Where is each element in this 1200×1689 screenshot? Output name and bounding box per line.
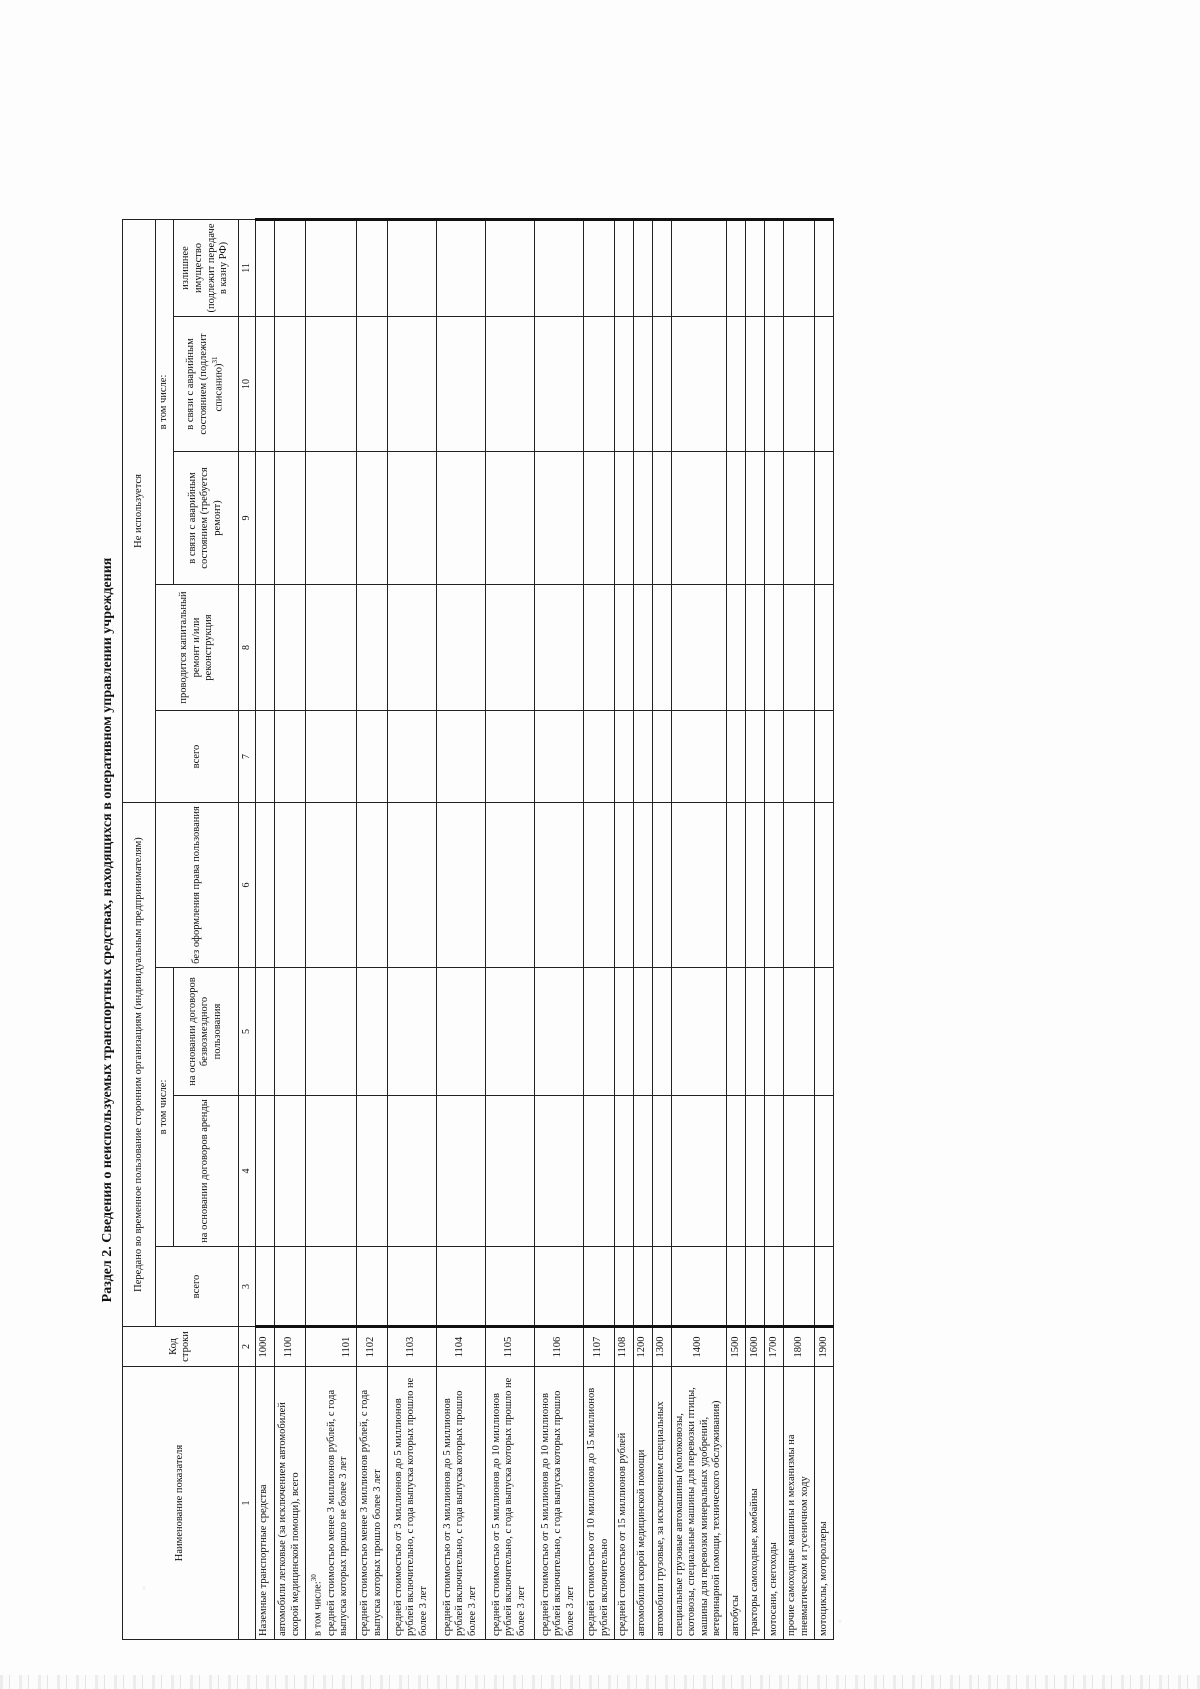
value-cell[interactable]: [305, 711, 356, 803]
value-cell[interactable]: [274, 803, 305, 968]
value-cell[interactable]: [764, 219, 783, 316]
value-cell[interactable]: [652, 219, 671, 316]
row-name: [633, 1367, 652, 1640]
value-cell[interactable]: [485, 1096, 534, 1247]
row-name: [534, 1367, 583, 1640]
row-name: [745, 1367, 764, 1640]
value-cell[interactable]: [764, 452, 783, 585]
value-cell[interactable]: [783, 803, 814, 968]
value-cell[interactable]: [387, 968, 436, 1096]
unused-vehicles-table: [122, 218, 834, 1640]
value-cell[interactable]: [436, 803, 485, 968]
header-total-transferred: всего: [156, 1247, 239, 1327]
value-cell[interactable]: [814, 711, 833, 803]
header-row-1: [123, 219, 156, 1639]
value-cell[interactable]: [356, 317, 387, 452]
header-not-used: Не используется: [123, 219, 156, 802]
value-cell[interactable]: [764, 803, 783, 968]
row-label: мотосани, снегоходы: [767, 1542, 779, 1636]
value-cell[interactable]: [436, 452, 485, 585]
row-code: 1107: [583, 1327, 614, 1367]
value-cell[interactable]: [764, 968, 783, 1096]
value-cell[interactable]: [652, 1247, 671, 1327]
table-row: [652, 219, 671, 1639]
value-cell[interactable]: [783, 968, 814, 1096]
value-cell[interactable]: [534, 803, 583, 968]
value-cell[interactable]: [783, 1247, 814, 1327]
value-cell[interactable]: [583, 1247, 614, 1327]
value-cell[interactable]: [485, 968, 534, 1096]
value-cell[interactable]: [356, 219, 387, 316]
value-cell[interactable]: [534, 1247, 583, 1327]
header-surplus: излишнее имущество (подлежит передаче в казну РФ): [173, 219, 238, 316]
value-cell[interactable]: [387, 1247, 436, 1327]
footnote-30: 30: [310, 1574, 319, 1582]
value-cell[interactable]: [583, 711, 614, 803]
value-cell[interactable]: [783, 585, 814, 711]
value-cell[interactable]: [726, 219, 745, 316]
row-label: тракторы самоходные, комбайны: [748, 1488, 760, 1636]
value-cell[interactable]: [671, 711, 726, 803]
value-cell[interactable]: [436, 1247, 485, 1327]
value-cell[interactable]: [583, 968, 614, 1096]
column-number-row: [238, 219, 255, 1639]
value-cell[interactable]: [387, 711, 436, 803]
value-cell[interactable]: [745, 1096, 764, 1247]
value-cell[interactable]: [633, 317, 652, 452]
table-row: [305, 219, 356, 1639]
value-cell[interactable]: [534, 968, 583, 1096]
value-cell[interactable]: [726, 1247, 745, 1327]
row-name: [652, 1367, 671, 1640]
value-cell[interactable]: [485, 452, 534, 585]
row-prefix: в том числе:: [312, 1581, 324, 1636]
value-cell[interactable]: [671, 968, 726, 1096]
value-cell[interactable]: [652, 1096, 671, 1247]
row-code: 1900: [814, 1327, 833, 1367]
value-cell[interactable]: [274, 968, 305, 1096]
col-number: 3: [238, 1247, 255, 1327]
value-cell[interactable]: [274, 317, 305, 452]
value-cell[interactable]: [764, 1096, 783, 1247]
value-cell[interactable]: [726, 452, 745, 585]
row-label: средней стоимостью от 15 миллионов рублей: [617, 1432, 629, 1636]
row-code: 1200: [633, 1327, 652, 1367]
value-cell[interactable]: [356, 452, 387, 585]
row-name: [783, 1367, 814, 1640]
value-cell[interactable]: [305, 1096, 356, 1247]
value-cell[interactable]: [726, 711, 745, 803]
row-code: 1102: [356, 1327, 387, 1367]
value-cell[interactable]: [583, 452, 614, 585]
value-cell[interactable]: [814, 968, 833, 1096]
value-cell[interactable]: [485, 1247, 534, 1327]
header-accident-writeoff-text: в связи с аварийным состоянием (подлежит списанию): [185, 333, 225, 435]
row-label: автобусы: [729, 1595, 741, 1636]
value-cell[interactable]: [633, 1247, 652, 1327]
value-cell[interactable]: [633, 1096, 652, 1247]
value-cell[interactable]: [745, 219, 764, 316]
row-label: Наземные транспортные средства: [258, 1484, 270, 1636]
value-cell[interactable]: [745, 968, 764, 1096]
value-cell[interactable]: [614, 452, 633, 585]
col-number: 8: [238, 585, 255, 711]
value-cell[interactable]: [764, 317, 783, 452]
table-row: [783, 219, 814, 1639]
scan-noise-strip: [0, 1675, 1200, 1689]
value-cell[interactable]: [356, 1247, 387, 1327]
value-cell[interactable]: [614, 803, 633, 968]
value-cell[interactable]: [305, 317, 356, 452]
value-cell[interactable]: [255, 1247, 274, 1327]
value-cell[interactable]: [274, 219, 305, 316]
col-number: 4: [238, 1096, 255, 1247]
col-number: 7: [238, 711, 255, 803]
value-cell[interactable]: [671, 803, 726, 968]
header-accident-repair: в связи с аварийным состоянием (требуется ремонт): [173, 452, 238, 585]
value-cell[interactable]: [255, 317, 274, 452]
row-label: мотоциклы, мотороллеры: [817, 1521, 829, 1636]
value-cell[interactable]: [652, 968, 671, 1096]
value-cell[interactable]: [814, 452, 833, 585]
row-label: специальные грузовые автомашины (молоковозы, скотовозы, специальные машины для перевозки птицы, машины для перевозки минеральных удобрений, ветеринарной помощи, технического обслуживания): [673, 1387, 723, 1636]
value-cell[interactable]: [745, 317, 764, 452]
value-cell[interactable]: [305, 968, 356, 1096]
row-name: [764, 1367, 783, 1640]
value-cell[interactable]: [671, 1096, 726, 1247]
table-row: [485, 219, 534, 1639]
value-cell[interactable]: [633, 968, 652, 1096]
row-code: 1106: [534, 1327, 583, 1367]
table-row: [814, 219, 833, 1639]
value-cell[interactable]: [814, 219, 833, 316]
row-name: [255, 1367, 274, 1640]
value-cell[interactable]: [726, 585, 745, 711]
row-label: автомобили грузовые, за исключением специальных: [655, 1401, 667, 1636]
value-cell[interactable]: [614, 1096, 633, 1247]
row-label: средней стоимостью менее 3 миллионов рублей, с года выпуска которых прошло более 3 лет: [359, 1389, 383, 1636]
header-accident-writeoff: [173, 317, 238, 452]
row-label: автомобили легковые (за исключением автомобилей скорой медицинской помощи), всего: [277, 1402, 301, 1636]
row-code: 1600: [745, 1327, 764, 1367]
value-cell[interactable]: [305, 585, 356, 711]
value-cell[interactable]: [726, 317, 745, 452]
row-code: 1700: [764, 1327, 783, 1367]
header-name: Наименование показателя: [123, 1367, 239, 1640]
value-cell[interactable]: [255, 585, 274, 711]
table-row: [436, 219, 485, 1639]
row-label: автомобили скорой медицинской помощи: [636, 1449, 648, 1636]
row-code: 1104: [436, 1327, 485, 1367]
col-number: 9: [238, 452, 255, 585]
header-no-right: без оформления права пользования: [156, 803, 239, 968]
value-cell[interactable]: [274, 1247, 305, 1327]
row-name: [356, 1367, 387, 1640]
value-cell[interactable]: [783, 317, 814, 452]
row-name: [583, 1367, 614, 1640]
value-cell[interactable]: [356, 585, 387, 711]
value-cell[interactable]: [305, 803, 356, 968]
value-cell[interactable]: [583, 317, 614, 452]
value-cell[interactable]: [274, 452, 305, 585]
value-cell[interactable]: [614, 968, 633, 1096]
section-title: Раздел 2. Сведения о неиспользуемых транспортных средствах, находящихся в оперативном управлении учреждения: [100, 557, 115, 1303]
value-cell[interactable]: [583, 585, 614, 711]
value-cell[interactable]: [745, 711, 764, 803]
value-cell[interactable]: [255, 452, 274, 585]
value-cell[interactable]: [814, 1096, 833, 1247]
row-name: [614, 1367, 633, 1640]
value-cell[interactable]: [633, 585, 652, 711]
table-row: [583, 219, 614, 1639]
value-cell[interactable]: [764, 1247, 783, 1327]
value-cell[interactable]: [671, 452, 726, 585]
value-cell[interactable]: [671, 1247, 726, 1327]
row-label: средней стоимостью от 5 миллионов до 10 миллионов рублей включительно, с года выпуска которых прошло более 3 лет: [539, 1390, 576, 1636]
value-cell[interactable]: [671, 585, 726, 711]
row-label: средней стоимостью от 3 миллионов до 5 миллионов рублей включительно, с года выпуска которых прошло не более 3 лет: [392, 1377, 429, 1636]
value-cell[interactable]: [671, 219, 726, 316]
row-code: 1108: [614, 1327, 633, 1367]
table-row: [633, 219, 652, 1639]
value-cell[interactable]: [255, 219, 274, 316]
row-code: 1000: [255, 1327, 274, 1367]
value-cell[interactable]: [614, 317, 633, 452]
header-incl-transferred: в том числе:: [156, 968, 174, 1247]
row-label: средней стоимостью менее 3 миллионов рублей, с года выпуска которых прошло не более 3 лет: [325, 1389, 350, 1636]
value-cell[interactable]: [436, 317, 485, 452]
value-cell[interactable]: [255, 1096, 274, 1247]
table-row: [274, 219, 305, 1639]
row-name: [814, 1367, 833, 1640]
table-row: [255, 219, 274, 1639]
table-row: [671, 219, 726, 1639]
value-cell[interactable]: [652, 803, 671, 968]
value-cell[interactable]: [745, 803, 764, 968]
row-label: средней стоимостью от 3 миллионов до 5 миллионов рублей включительно, с года выпуска которых прошло более 3 лет: [441, 1390, 478, 1636]
value-cell[interactable]: [305, 1247, 356, 1327]
table-row: [764, 219, 783, 1639]
value-cell[interactable]: [633, 803, 652, 968]
row-code: 1100: [274, 1327, 305, 1367]
value-cell[interactable]: [783, 711, 814, 803]
value-cell[interactable]: [652, 585, 671, 711]
value-cell[interactable]: [305, 219, 356, 316]
value-cell[interactable]: [436, 585, 485, 711]
row-name: [274, 1367, 305, 1640]
value-cell[interactable]: [745, 1247, 764, 1327]
value-cell[interactable]: [356, 711, 387, 803]
table-body: [255, 219, 833, 1639]
value-cell[interactable]: [583, 1096, 614, 1247]
header-incl-unused: в том числе:: [156, 219, 174, 584]
value-cell[interactable]: [534, 585, 583, 711]
table-row: [534, 219, 583, 1639]
col-number: 10: [238, 317, 255, 452]
value-cell[interactable]: [255, 711, 274, 803]
row-code: 1800: [783, 1327, 814, 1367]
row-name: [726, 1367, 745, 1640]
value-cell[interactable]: [814, 317, 833, 452]
row-label: прочие самоходные машины и механизмы на пневматическом и гусеничном ходу: [786, 1434, 810, 1636]
value-cell[interactable]: [356, 1096, 387, 1247]
value-cell[interactable]: [436, 219, 485, 316]
value-cell[interactable]: [356, 968, 387, 1096]
value-cell[interactable]: [671, 317, 726, 452]
col-number: 1: [238, 1367, 255, 1640]
value-cell[interactable]: [387, 219, 436, 316]
table-row: [726, 219, 745, 1639]
row-code: 1300: [652, 1327, 671, 1367]
value-cell[interactable]: [274, 1096, 305, 1247]
value-cell[interactable]: [783, 452, 814, 585]
col-number: 2: [238, 1327, 255, 1367]
value-cell[interactable]: [305, 452, 356, 585]
row-name: [671, 1367, 726, 1640]
value-cell[interactable]: [485, 219, 534, 316]
header-repair: проводится капитальный ремонт и/или реконструкция: [156, 585, 239, 711]
row-code: 1400: [671, 1327, 726, 1367]
value-cell[interactable]: [814, 1247, 833, 1327]
value-cell[interactable]: [745, 585, 764, 711]
value-cell[interactable]: [534, 452, 583, 585]
value-cell[interactable]: [614, 711, 633, 803]
value-cell[interactable]: [387, 317, 436, 452]
value-cell[interactable]: [485, 803, 534, 968]
value-cell[interactable]: [652, 317, 671, 452]
value-cell[interactable]: [726, 1096, 745, 1247]
table-row: [356, 219, 387, 1639]
value-cell[interactable]: [583, 803, 614, 968]
row-label: средней стоимостью от 5 миллионов до 10 миллионов рублей включительно, с года выпуска которых прошло не более 3 лет: [490, 1377, 527, 1636]
value-cell[interactable]: [387, 1096, 436, 1247]
row-code: 1500: [726, 1327, 745, 1367]
table-row: [614, 219, 633, 1639]
col-number: 6: [238, 803, 255, 968]
row-name: [387, 1367, 436, 1640]
value-cell[interactable]: [534, 711, 583, 803]
header-code: Код строки: [123, 1327, 239, 1367]
row-label: средней стоимостью от 10 миллионов до 15 миллионов рублей включительно: [586, 1387, 610, 1636]
value-cell[interactable]: [387, 803, 436, 968]
value-cell[interactable]: [274, 711, 305, 803]
value-cell[interactable]: [745, 452, 764, 585]
value-cell[interactable]: [726, 803, 745, 968]
value-cell[interactable]: [814, 585, 833, 711]
value-cell[interactable]: [436, 968, 485, 1096]
value-cell[interactable]: [436, 1096, 485, 1247]
value-cell[interactable]: [485, 711, 534, 803]
value-cell[interactable]: [255, 803, 274, 968]
value-cell[interactable]: [436, 711, 485, 803]
row-name: [305, 1367, 356, 1640]
value-cell[interactable]: [356, 803, 387, 968]
table-row: [387, 219, 436, 1639]
row-name: [485, 1367, 534, 1640]
value-cell[interactable]: [783, 1096, 814, 1247]
col-number: 11: [238, 219, 255, 316]
header-transferred: Передано во временное пользование сторонним организациям (индивидуальным предпринимателям): [123, 803, 156, 1327]
value-cell[interactable]: [652, 452, 671, 585]
row-code: 1101: [305, 1327, 356, 1367]
row-name: [436, 1367, 485, 1640]
col-number: 5: [238, 968, 255, 1096]
value-cell[interactable]: [274, 585, 305, 711]
value-cell[interactable]: [633, 452, 652, 585]
value-cell[interactable]: [387, 452, 436, 585]
value-cell[interactable]: [255, 968, 274, 1096]
value-cell[interactable]: [633, 219, 652, 316]
value-cell[interactable]: [583, 219, 614, 316]
value-cell[interactable]: [783, 219, 814, 316]
value-cell[interactable]: [614, 219, 633, 316]
value-cell[interactable]: [534, 219, 583, 316]
value-cell[interactable]: [614, 1247, 633, 1327]
header-free-use: на основании договоров безвозмездного пользования: [173, 968, 238, 1096]
value-cell[interactable]: [534, 1096, 583, 1247]
value-cell[interactable]: [534, 317, 583, 452]
value-cell[interactable]: [485, 585, 534, 711]
header-lease: на основании договоров аренды: [173, 1096, 238, 1247]
row-code: 1103: [387, 1327, 436, 1367]
value-cell[interactable]: [764, 711, 783, 803]
header-total-unused: всего: [156, 711, 239, 803]
value-cell[interactable]: [614, 585, 633, 711]
value-cell[interactable]: [652, 711, 671, 803]
footnote-31: 31: [210, 356, 219, 364]
value-cell[interactable]: [764, 585, 783, 711]
table-row: [745, 219, 764, 1639]
value-cell[interactable]: [633, 711, 652, 803]
rotated-sheet: [98, 220, 948, 1640]
value-cell[interactable]: [814, 803, 833, 968]
row-code: 1105: [485, 1327, 534, 1367]
value-cell[interactable]: [726, 968, 745, 1096]
value-cell[interactable]: [485, 317, 534, 452]
value-cell[interactable]: [387, 585, 436, 711]
